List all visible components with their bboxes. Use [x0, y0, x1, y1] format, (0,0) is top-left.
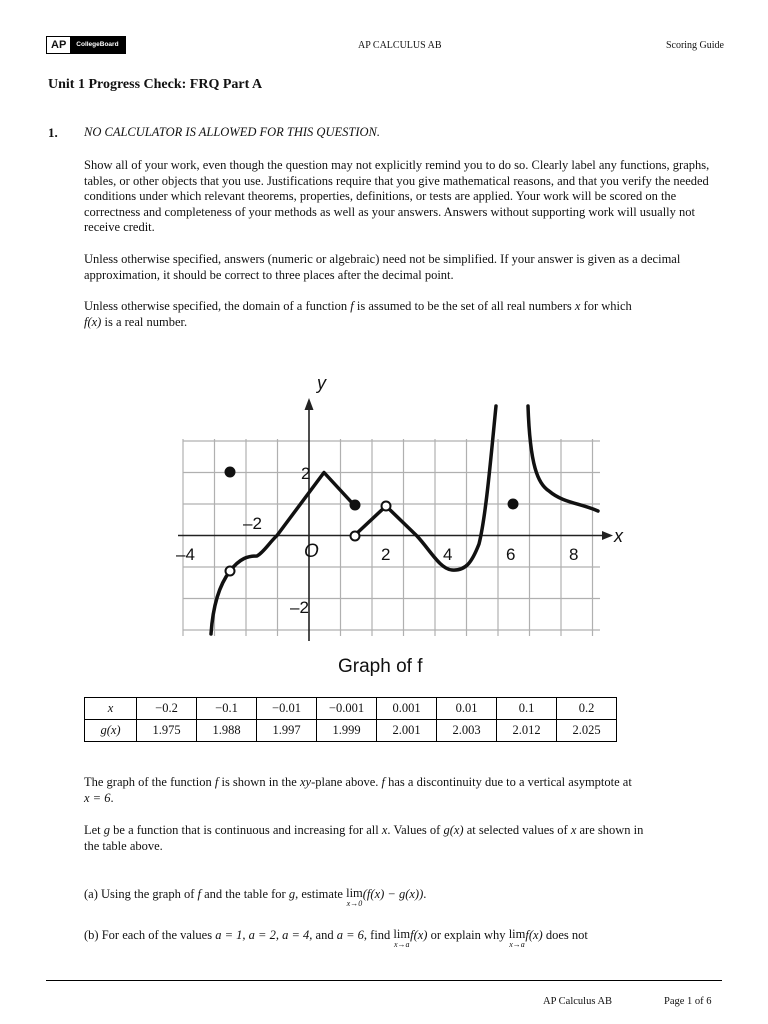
filled-point: [351, 501, 360, 510]
curve-left-branch: [211, 473, 354, 635]
limit-expression: lim x→a: [508, 927, 526, 949]
table-cell: 2.001: [377, 720, 437, 742]
values-table: [84, 697, 617, 742]
grid: [183, 439, 600, 636]
instructions-work: Show all of your work, even though the question may not explicitly remind you to do so. Clearly label any functions, graphs, tables, or other objects that you use. Justifications require that you give mathematical reasons, and that you verify the needed conditions under which relevant theorems, properties, definitions, or tests are applied. Your work will be scored on the correctness and completeness of your methods as well as your answers. Answers without supporting work will usually not receive credit.: [84, 158, 710, 234]
filled-point: [509, 500, 518, 509]
x-axis-arrow: [602, 531, 613, 540]
logo-board-text: CollegeBoard: [70, 37, 124, 53]
filled-point: [226, 468, 235, 477]
graph-of-f: [168, 366, 628, 684]
graph-description: The graph of the function f is shown in the xy-plane above. f has a discontinuity due to a vertical asymptote at x = 6.: [84, 775, 632, 805]
table-cell: −0.2: [137, 698, 197, 720]
header-course: AP CALCULUS AB: [358, 40, 442, 51]
footer-course: AP Calculus AB: [543, 996, 613, 1007]
open-point: [351, 532, 360, 541]
curve-right-branch: [528, 406, 598, 511]
table-cell: 1.988: [197, 720, 257, 742]
part-b: (b) For each of the values a = 1, a = 2, a = 4, and a = 6, find lim x→a f(x) or explain why lim x→a f(x) does not: [84, 927, 588, 949]
question-number: 1.: [48, 125, 58, 140]
table-cell: 2.025: [557, 720, 617, 742]
limit-expression: lim x→0: [346, 886, 363, 908]
function-curve: [211, 406, 598, 634]
footer-divider: [46, 980, 722, 981]
y-tick-label: 2: [301, 464, 311, 483]
page-header: [46, 36, 724, 54]
table-row: [85, 720, 617, 742]
table-cell: 1.999: [317, 720, 377, 742]
x-tick-label: 8: [569, 545, 579, 564]
x-tick-label: –4: [176, 545, 195, 564]
table-row-label: g(x): [85, 720, 137, 742]
table-header-label: x: [85, 698, 137, 720]
calculator-note: NO CALCULATOR IS ALLOWED FOR THIS QUESTION.: [84, 125, 380, 139]
x-tick-label: 4: [443, 545, 453, 564]
part-a: (a) Using the graph of f and the table for g, estimate lim x→0 (f(x) − g(x)).: [84, 886, 427, 908]
curve-middle-branch: [355, 406, 496, 570]
table-cell: 1.975: [137, 720, 197, 742]
origin-label: O: [304, 541, 319, 562]
footer-page-number: Page 1 of 6: [664, 996, 712, 1007]
table-cell: −0.1: [197, 698, 257, 720]
open-point: [226, 567, 235, 576]
function-g-description: Let g be a function that is continuous and increasing for all x. Values of g(x) at selected values of x are shown in the table above.: [84, 823, 644, 853]
y-tick-label: –2: [290, 598, 309, 617]
limit-expression: lim x→a: [393, 927, 411, 949]
page-title: Unit 1 Progress Check: FRQ Part A: [48, 77, 263, 92]
header-guide: Scoring Guide: [665, 40, 724, 51]
table-cell: 0.2: [557, 698, 617, 720]
logo-ap-text: AP: [47, 37, 70, 53]
graph-caption: Graph of f: [338, 656, 423, 677]
instructions-domain: Unless otherwise specified, the domain of a function f is assumed to be the set of all real numbers x for which f(x) is a real number.: [84, 299, 632, 329]
y-axis-arrow: [305, 398, 314, 410]
table-cell: 0.1: [497, 698, 557, 720]
ap-college-board-logo: [46, 36, 126, 54]
table-cell: −0.001: [317, 698, 377, 720]
x-tick-label: 2: [381, 545, 391, 564]
x-axis-label: x: [614, 526, 623, 546]
instructions-answers: Unless otherwise specified, answers (numeric or algebraic) need not be simplified. If your answer is given as a decimal approximation, it should be correct to three places after the decimal point.: [84, 252, 681, 282]
y-axis-label: y: [317, 373, 326, 393]
table-cell: 0.001: [377, 698, 437, 720]
table-cell: −0.01: [257, 698, 317, 720]
table-cell: 2.012: [497, 720, 557, 742]
x-tick-label: 6: [506, 545, 516, 564]
table-cell: 1.997: [257, 720, 317, 742]
open-point: [382, 502, 391, 511]
x-tick-label: –2: [243, 514, 262, 533]
table-cell: 0.01: [437, 698, 497, 720]
table-cell: 2.003: [437, 720, 497, 742]
table-row: [85, 698, 617, 720]
